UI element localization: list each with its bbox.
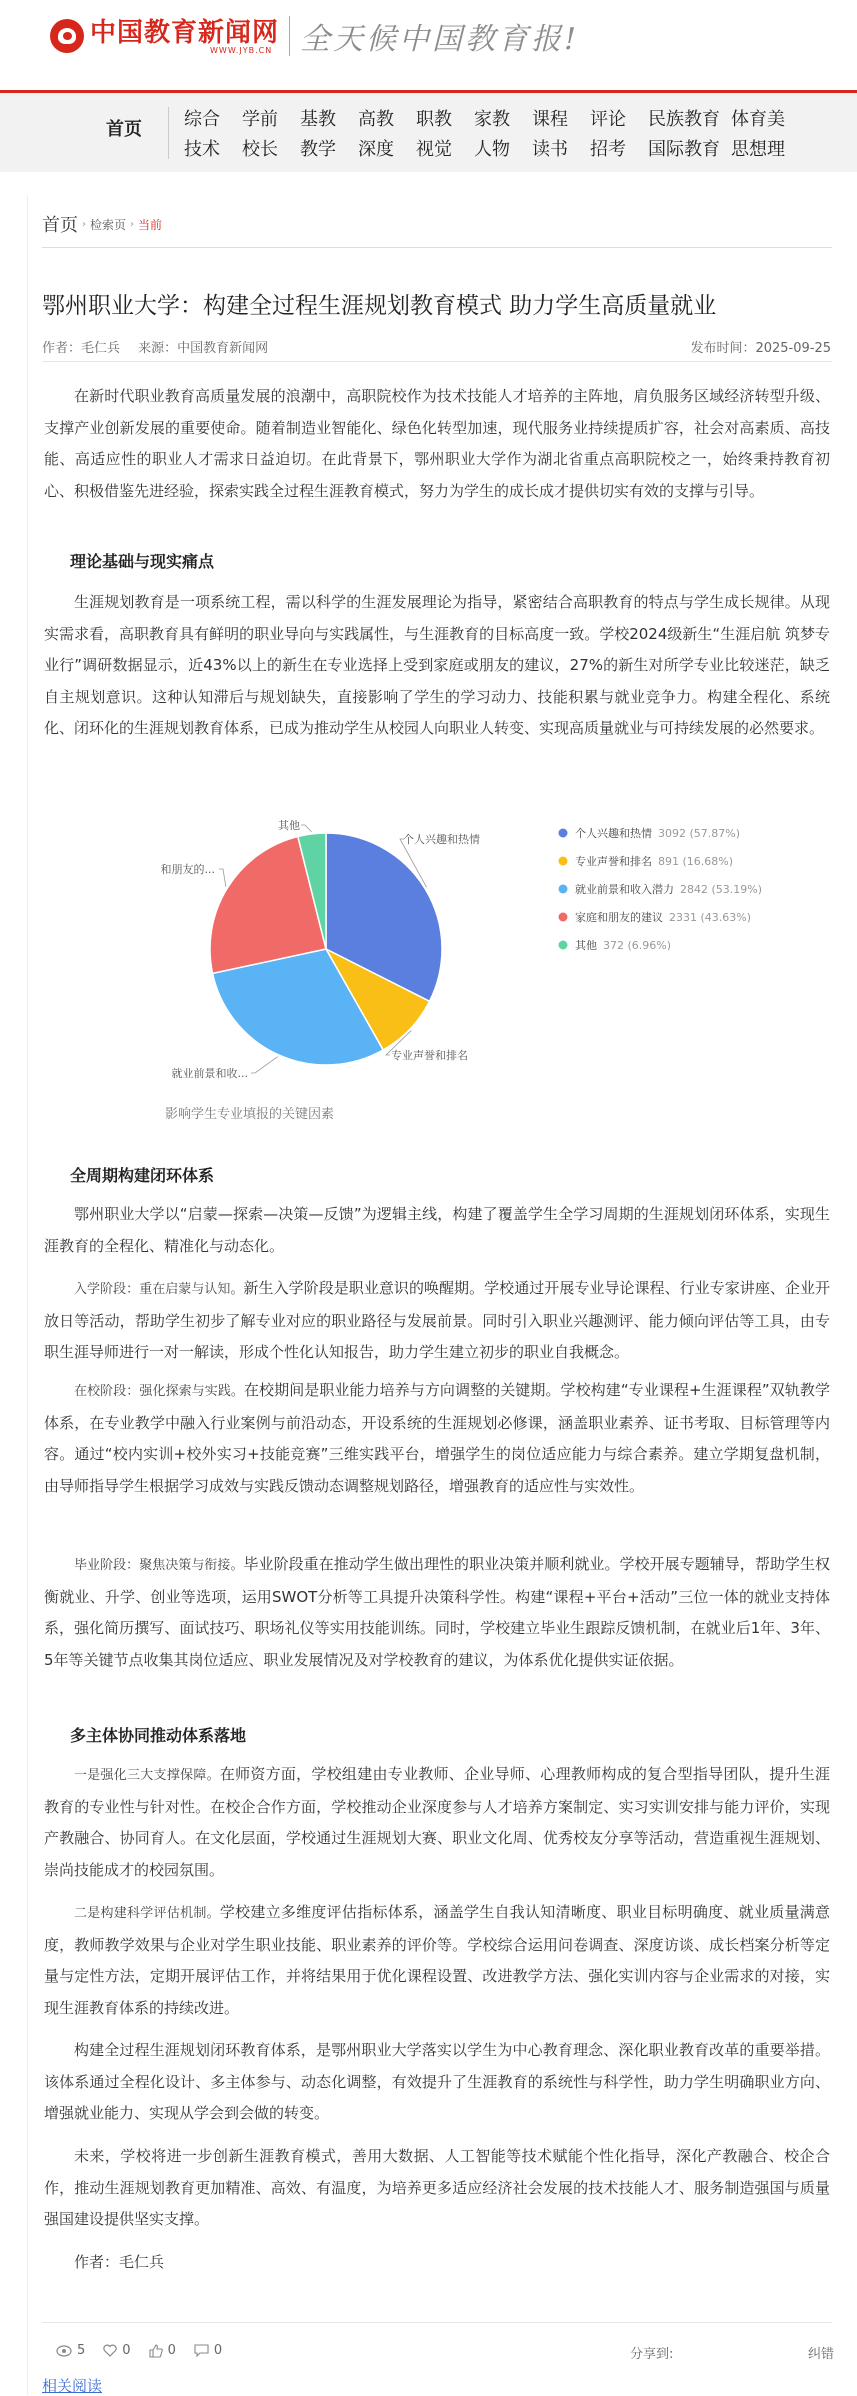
pie-callout-line (301, 825, 312, 832)
legend-label[interactable]: 家庭和朋友的建议 (575, 911, 663, 924)
pie-chart-svg (145, 797, 763, 1087)
paragraph-intro: 在新时代职业教育高质量发展的浪潮中，高职院校作为技术技能人才培养的主阵地，肩负服务区域经济转型升级、支撑产业创新发展的重要使命。随着制造业智能化、绿色化转型加速，现代服务业持续提质扩容，社会对高素质、高技能、高适应性的职业人才需求日益迫切。在此背景下，鄂州职业大学作为湖北省重点高职院校之一，始终秉持教育初心、积极借鉴先进经验，探索实践全过程生涯教育模式，努力为学生的成长成才提供切实有效的支撑与引导。 (44, 387, 830, 500)
legend-label[interactable]: 就业前景和收入潜力 (575, 883, 674, 896)
article-container (27, 195, 857, 2395)
related-reading-link[interactable]: 相关阅读 (42, 2377, 103, 2395)
legend-value: 891 (16.68%) (658, 855, 734, 868)
legend-value: 3092 (57.87%) (658, 827, 741, 840)
breadcrumb (42, 211, 162, 237)
paragraph-future: 未来，学校将进一步创新生涯教育模式，善用大数据、人工智能等技术赋能个性化指导，深化产教融合、校企合作，推动生涯规划教育更加精准、高效、有温度，为培养更多适应经济社会发展的技术技能人才、服务制造强国与质量强国建设提供坚实支撑。 (44, 2147, 830, 2228)
nav-item[interactable]: 家教 (474, 109, 510, 130)
main-nav (0, 90, 857, 172)
article-source: 来源：中国教育新闻网 (138, 341, 269, 356)
thumbs-up-icon (149, 2344, 163, 2358)
paragraph-graduation-stage: 毕业阶段：聚焦决策与衔接。毕业阶段重在推动学生做出理性的职业决策并顺利就业。学校开展专题辅导，帮助学生权衡就业、升学、创业等选项，运用SWOT分析等工具提升决策科学性。构建“课程+平台+活动”三位一体的就业支持体系，强化简历撰写、面试技巧、职场礼仪等实用技能训练。同时，学校建立毕业生跟踪反馈机制，在就业后1年、3年、5年等关键节点收集其岗位适应、职业发展情况及对学校教育的建议，为体系优化提供实证依据。 (44, 1555, 830, 1669)
nav-item[interactable]: 高教 (358, 109, 394, 130)
paragraph-evaluation: 二是构建科学评估机制。学校建立多维度评估指标体系，涵盖学生自我认知清晰度、职业目标明确度、就业质量满意度，教师教学效果与企业对学生职业技能、职业素养的评价等。学校综合运用问卷调查、深度访谈、成长档案分析等定量与定性方法，定期开展评估工作，并将结果用于优化课程设置、改进教学方法、强化实训内容与企业需求的对接，实现生涯教育体系的持续改进。 (44, 1903, 830, 2017)
nav-item[interactable]: 校长 (242, 139, 278, 160)
heart-icon (103, 2344, 117, 2357)
legend-label[interactable]: 专业声誉和排名 (575, 855, 652, 868)
paragraph-lead: 一是强化三大支撑保障。 (74, 1768, 220, 1783)
paragraph-lead: 在校阶段：强化探索与实践。 (74, 1384, 244, 1399)
legend-marker (559, 913, 568, 922)
logo-divider (289, 16, 290, 56)
pie-callout-label: 和朋友的... (160, 863, 215, 876)
article-author: 作者：毛仁兵 (42, 341, 121, 356)
pie-callout-label: 专业声誉和排名 (391, 1049, 468, 1062)
legend-value: 2842 (53.19%) (680, 883, 763, 896)
comment-button[interactable]: 0 (194, 2343, 222, 2358)
nav-item[interactable]: 学前 (242, 109, 278, 130)
legend-label[interactable]: 个人兴趣和热情 (575, 827, 652, 840)
paragraph-theory: 生涯规划教育是一项系统工程，需以科学的生涯发展理论为指导，紧密结合高职教育的特点与学生成长规律。从现实需求看，高职教育具有鲜明的职业导向与实践属性，与生涯教育的目标高度一致。学校2024级新生“生涯启航 筑梦专业行”调研数据显示，近43%以上的新生在专业选择上受到家庭或朋友的建议，27%的新生对所学专业比较迷茫，缺乏自主规划意识。这种认知滞后与规划缺失，直接影响了学生的学习动力、技能积累与就业竞争力。构建全程化、系统化、闭环化的生涯规划教育体系，已成为推动学生从校园人向职业人转变、实现高质量就业与可持续发展的必然要求。 (44, 593, 830, 737)
nav-item[interactable]: 综合 (184, 109, 220, 130)
article-author-end: 作者：毛仁兵 (74, 2253, 165, 2271)
nav-item[interactable]: 课程 (532, 109, 568, 130)
breadcrumb-arrow-icon: › (130, 218, 135, 230)
paragraph-lead: 入学阶段：重在启蒙与认知。 (74, 1282, 244, 1297)
comment-icon (194, 2344, 209, 2357)
nav-item[interactable]: 基教 (300, 109, 336, 130)
legend-value: 372 (6.96%) (603, 939, 672, 952)
nav-item[interactable]: 思想理 (731, 139, 785, 160)
section-heading-collaboration: 多主体协同推动体系落地 (70, 1726, 247, 1745)
nav-item[interactable]: 体育美 (731, 109, 785, 130)
pie-callout-label: 个人兴趣和热情 (403, 833, 480, 846)
pie-callout-label: 就业前景和收... (171, 1067, 248, 1080)
nav-item[interactable]: 技术 (184, 139, 220, 160)
article-actions (56, 2343, 240, 2358)
chart-caption: 影响学生专业填报的关键因素 (165, 1107, 335, 1122)
report-error-button[interactable]: 纠错 (808, 2347, 835, 2362)
paragraph-summary: 构建全过程生涯规划闭环教育体系，是鄂州职业大学落实以学生为中心教育理念、深化职业教育改革的重要举措。该体系通过全程化设计、多主体参与、动态化调整，有效提升了生涯教育的系统性与科学性，助力学生明确职业方向、增强就业能力、实现从学会到会做的转变。 (44, 2041, 830, 2122)
legend-value: 2331 (43.63%) (669, 911, 752, 924)
pie-callout-line (219, 869, 226, 887)
logo-emblem-icon (50, 19, 84, 53)
legend-marker (559, 941, 568, 950)
article-meta (42, 337, 282, 356)
like-button[interactable]: 0 (103, 2343, 130, 2358)
legend-label[interactable]: 其他 (575, 939, 597, 952)
nav-item[interactable]: 深度 (358, 139, 394, 160)
nav-item[interactable]: 招考 (590, 139, 626, 160)
nav-divider (168, 107, 169, 159)
breadcrumb-current: 当前 (138, 217, 163, 232)
site-logo[interactable] (50, 14, 579, 58)
meta-divider (42, 361, 832, 362)
eye-icon (56, 2345, 72, 2357)
site-header (0, 0, 857, 90)
nav-item[interactable]: 评论 (590, 109, 626, 130)
nav-item[interactable]: 读书 (532, 139, 568, 160)
nav-channel-grid (184, 105, 791, 165)
logo-text: 中国教育新闻网 (90, 17, 280, 48)
legend-marker (559, 829, 568, 838)
nav-home[interactable]: 首页 (106, 119, 142, 140)
breadcrumb-arrow-icon: › (82, 218, 86, 230)
paragraph-school-stage: 在校阶段：强化探索与实践。在校期间是职业能力培养与方向调整的关键期。学校构建“专业课程+生涯课程”双轨教学体系，在专业教学中融入行业案例与前沿动态，开设系统的生涯规划必修课，涵盖职业素养、证书考取、目标管理等内容。通过“校内实训+校外实习+技能竞赛”三维实践平台，增强学生的岗位适应能力与综合素养。建立学期复盘机制，由导师指导学生根据学习成效与实践反馈动态调整规划路径，增强教育的适应性与实效性。 (44, 1381, 830, 1495)
article-title: 鄂州职业大学：构建全过程生涯规划教育模式 助力学生高质量就业 (42, 293, 717, 319)
pie-chart (145, 797, 763, 1087)
share-label: 分享到: (630, 2347, 674, 2362)
legend-marker (559, 885, 568, 894)
article-date: 发布时间：2025-09-25 (690, 341, 831, 356)
nav-item[interactable]: 国际教育 (648, 139, 720, 160)
nav-item[interactable]: 视觉 (416, 139, 452, 160)
breadcrumb-divider (42, 247, 832, 248)
section-heading-theory: 理论基础与现实痛点 (70, 552, 215, 571)
nav-item[interactable]: 民族教育 (648, 109, 720, 130)
section-heading-cycle: 全周期构建闭环体系 (70, 1166, 215, 1185)
site-slogan: 全天候中国教育报! (300, 22, 580, 57)
breadcrumb-section[interactable]: 检索页 (90, 217, 127, 232)
actions-divider (42, 2322, 832, 2323)
thumbs-up-button[interactable]: 0 (149, 2343, 176, 2358)
view-count: 5 (56, 2343, 85, 2358)
paragraph-lead: 二是构建科学评估机制。 (74, 1906, 220, 1921)
paragraph-cycle-intro: 鄂州职业大学以“启蒙—探索—决策—反馈”为逻辑主线，构建了覆盖学生全学习周期的生涯规划闭环体系，实现生涯教育的全程化、精准化与动态化。 (44, 1205, 830, 1255)
logo-subtext: WWW.JYB.CN (210, 45, 273, 55)
breadcrumb-home[interactable]: 首页 (42, 215, 78, 236)
paragraph-support: 一是强化三大支撑保障。在师资方面，学校组建由专业教师、企业导师、心理教师构成的复合型指导团队，提升生涯教育的专业性与针对性。在校企合作方面，学校推动企业深度参与人才培养方案制定、实习实训安排与能力评价，实现产教融合、协同育人。在文化层面，学校通过生涯规划大赛、职业文化周、优秀校友分享等活动，营造重视生涯规划、崇尚技能成才的校园氛围。 (44, 1765, 830, 1879)
nav-item[interactable]: 职教 (416, 109, 452, 130)
pie-callout-line (251, 1057, 278, 1073)
nav-item[interactable]: 教学 (300, 139, 336, 160)
nav-item[interactable]: 人物 (474, 139, 510, 160)
paragraph-lead: 毕业阶段：聚焦决策与衔接。 (74, 1558, 244, 1573)
paragraph-enrollment-stage: 入学阶段：重在启蒙与认知。新生入学阶段是职业意识的唤醒期。学校通过开展专业导论课程、行业专家讲座、企业开放日等活动，帮助学生初步了解专业对应的职业路径与发展前景。同时引入职业兴趣测评、能力倾向评估等工具，由专职生涯导师进行一对一解读，形成个性化认知报告，助力学生建立初步的职业自我概念。 (44, 1279, 830, 1361)
pie-callout-label: 其他 (278, 819, 300, 832)
legend-marker (559, 857, 568, 866)
